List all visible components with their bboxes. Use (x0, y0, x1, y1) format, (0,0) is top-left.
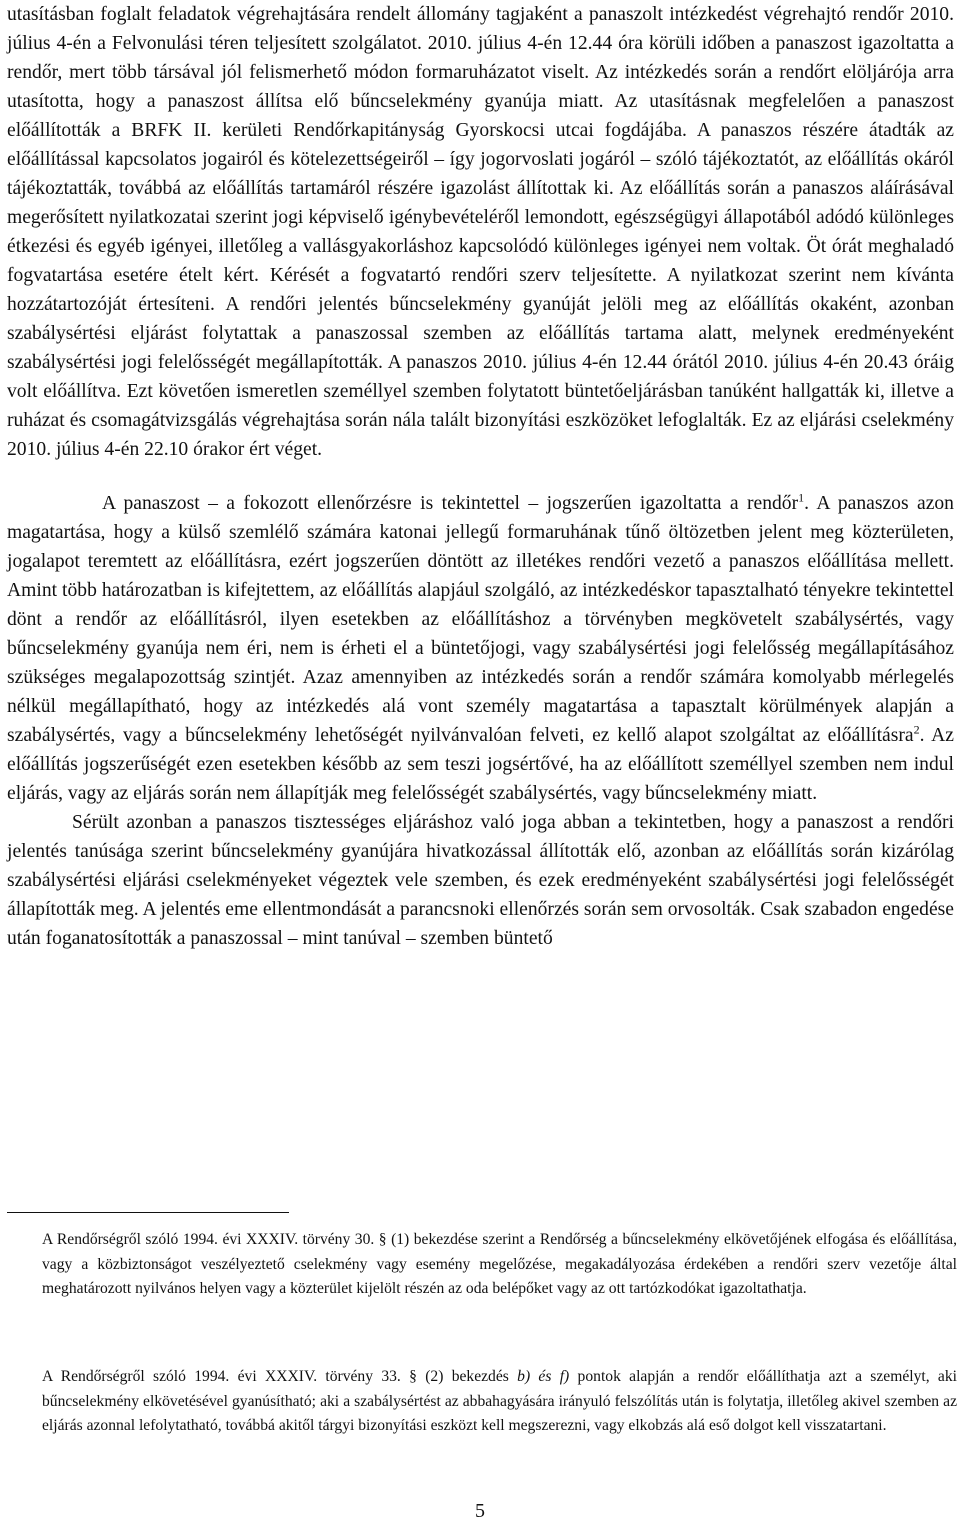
document-body (7, 0, 954, 953)
paragraph-2-part-a: A panaszost – a fokozott ellenőrzésre is tekintettel – jogszerűen igazoltatta a rendőr (102, 493, 799, 514)
footnote-1-text: A Rendőrségről szóló 1994. évi XXXIV. törvény 30. § (1) bekezdése szerint a Rendőrség a bűncselekmény elkövetőjének elfogása és előállítása, vagy a közbiztonságot veszélyeztető cselekmény vagy esemény megelőzése, megakadályozása érdekében a rendőri szerv vezetője által meghatározott nyilvános helyen vagy a közterület kijelölt részén az oda belépőket vagy az ott tartózkodókat igazoltathatja. (42, 1231, 957, 1297)
paragraph-2 (7, 489, 954, 808)
footnote-ref-2[interactable]: 2 (913, 722, 920, 737)
footnote-2 (7, 1365, 957, 1439)
footnote-2-text-b: pontok alapján a rendőr előállíthatja azt a személyt, aki bűncselekmény elkövetésével gyanúsítható; aki a szabálysértést az abbahagyására irányuló felszólítás után is folytatja, illetőleg akivel szemben az eljárás azonnal lefolytatható, továbbá akitől tárgyi bizonyítási eszközt kell megszerezni, vagy elkobzás alá eső dolgot kell visszatartani. (42, 1368, 957, 1434)
footnote-2-text-a: A Rendőrségről szóló 1994. évi XXXIV. törvény 33. § (2) bekezdés (42, 1368, 518, 1385)
paragraph-3: Sérült azonban a panaszos tisztességes eljáráshoz való joga abban a tekintetben, hogy a panaszost a rendőri jelentés tanúsága szerint bűncselekmény gyanújára hivatkozással állították elő, azonban az előállítás során kizárólag szabálysértési eljárási cselekményeket végeztek vele szemben, és ezek eredményeként szabálysértési jogi felelősségét állapították meg. A jelentés eme ellentmondását a parancsnoki ellenőrzés során sem orvosolták. Csak szabadon engedése után foganatosították a panaszossal – mint tanúval – szemben büntető (7, 812, 954, 949)
paragraph-2-part-b: . A panaszos azon magatartása, hogy a külső szemlélő számára katonai jellegű formaruhának tűnő öltözetben jelent meg közterületen, jogalapot teremtett az előállításra, ezért jogszerűen döntött az illetékes rendőri vezető a panaszos előállítása mellett. Amint több határozatban is kifejtettem, az előállítás alapjául szolgáló, az intézkedéskor tapasztalható tényekre tekintettel dönt a rendőr az előállításról, ilyen esetekben az előállításhoz a törvényben megkövetelt szabálysértés, vagy bűncselekmény gyanúja nem éri, nem is érheti el a büntetőjogi, vagy szabálysértési jogi felelősség megállapításához szükséges megalapozottság szintjét. Azaz amennyiben az intézkedés során a rendőr számára komolyabb mérlegelés nélkül megállapítható, hogy az intézkedés alá vont személy magatartása a tapasztalt körülmények alapján a szabálysértés, vagy a bűncselekmény lehetőségét nyilvánvalóan felveti, ez kellő alapot szolgáltat az előállításra (7, 493, 954, 746)
footnote-ref-1[interactable]: 1 (798, 490, 805, 505)
paragraph-2-part-c: . Az előállítás jogszerűségét ezen esetekben később az sem teszi jogsértővé, ha az előállított személlyel szemben nem indul eljárás, vagy az eljárás során nem állapítják meg felelősségét szabálysértés, vagy bűncselekmény miatt. (7, 725, 954, 804)
page-number: 5 (475, 1500, 485, 1522)
footnote-2-italic: b) és f) (517, 1368, 570, 1385)
paragraph-1: utasításban foglalt feladatok végrehajtására rendelt állomány tagjaként a panaszolt intézkedést végrehajtó rendőr 2010. július 4-én a Felvonulási téren teljesített szolgálatot. 2010. július 4-én 12.44 óra körüli időben a panaszost igazoltatta a rendőr, mert több társával jól felismerhető módon formaruházatot viselt. Az intézkedés során a rendőrt elöljárója arra utasította, hogy a panaszost állítsa elő bűncselekmény gyanúja miatt. Az utasításnak megfelelően a panaszost előállították a BRFK II. kerületi Rendőrkapitányság Gyorskocsi utcai fogdájába. A panaszos részére átadták az előállítással kapcsolatos jogairól és kötelezettségeiről – így jogorvoslati jogáról – szóló tájékoztatót, az előállítás okáról tájékoztatták, továbbá az előállítás tartamáról részére igazolást állítottak ki. Az előállítás során a panaszos aláírásával megerősített nyilatkozatai szerint jogi képviselő igénybevételéről lemondott, egészségügyi állapotából adódó különleges étkezési és egyéb igényei, illetőleg a vallásgyakorláshoz kapcsolódó különleges igényei nem voltak. Öt órát meghaladó fogvatartása esetére ételt kért. Kérését a fogvatartó rendőri szerv teljesítette. A nyilatkozat szerint nem kívánta hozzátartozóját értesíteni. A rendőri jelentés bűncselekmény gyanúját jelöli meg az előállítás okaként, azonban szabálysértési eljárást folytattak a panaszossal szemben az előállítás tartama alatt, melynek eredményeként szabálysértési jogi felelősségét megállapították. A panaszos 2010. július 4-én 12.44 órától 2010. július 4-én 20.43 óráig volt előállítva. Ezt követően ismeretlen személlyel szemben folytatott büntetőeljárásban tanúként hallgatták ki, illetve a ruházat és csomagátvizsgálás végrehajtása során nála talált bizonyítási eszközöket lefoglalták. Ez az eljárási cselekmény 2010. július 4-én 22.10 órakor ért véget. (7, 4, 954, 460)
footnote-separator (7, 1212, 289, 1213)
footnote-1 (7, 1228, 957, 1302)
